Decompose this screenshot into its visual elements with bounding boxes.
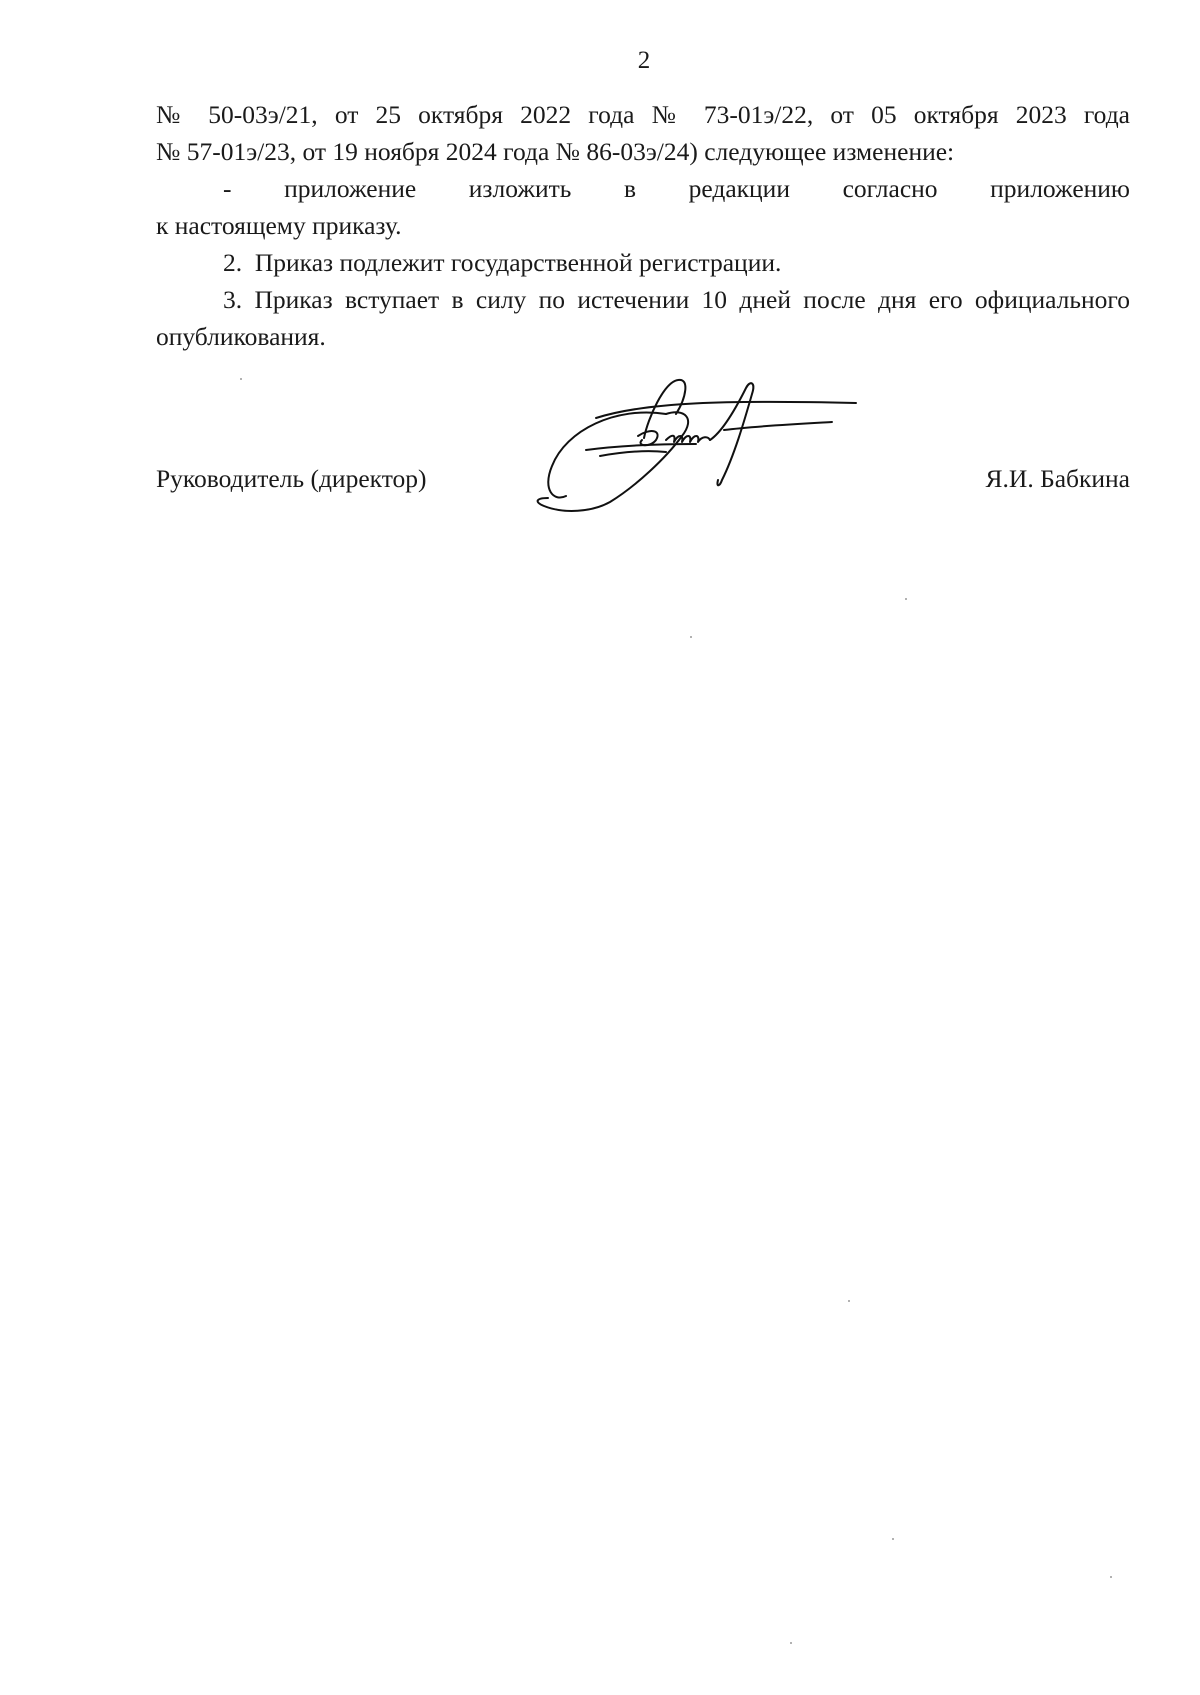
list-item-2: 2. Приказ подлежит государственной регистрации. (223, 248, 782, 277)
scan-speck (790, 1642, 792, 1644)
scan-speck (848, 1300, 850, 1302)
scan-speck (240, 378, 242, 380)
scan-speck (1110, 1576, 1112, 1578)
list-item-dash: - приложение изложить в редакции согласно приложению (223, 174, 1130, 203)
document-body (156, 96, 1130, 355)
signatory-position: Руководитель (директор) (156, 464, 427, 493)
scan-speck (905, 598, 907, 600)
page-number: 2 (637, 47, 651, 74)
list-item-3: 3. Приказ вступает в силу по истечении 10 дней после дня его официального опубликования. (156, 285, 1130, 351)
list-item-dash-continuation: к настоящему приказу. (156, 211, 402, 240)
body-line-2: № 57-01э/23, от 19 ноября 2024 года № 86-03э/24) следующее изменение: (156, 137, 955, 166)
handwritten-signature (526, 378, 866, 523)
scan-speck (892, 1538, 894, 1540)
body-line-1: № 50-03э/21, от 25 октября 2022 года № 73-01э/22, от 05 октября 2023 года (156, 100, 1130, 129)
scan-speck (690, 636, 692, 638)
signatory-name: Я.И. Бабкина (985, 464, 1130, 493)
